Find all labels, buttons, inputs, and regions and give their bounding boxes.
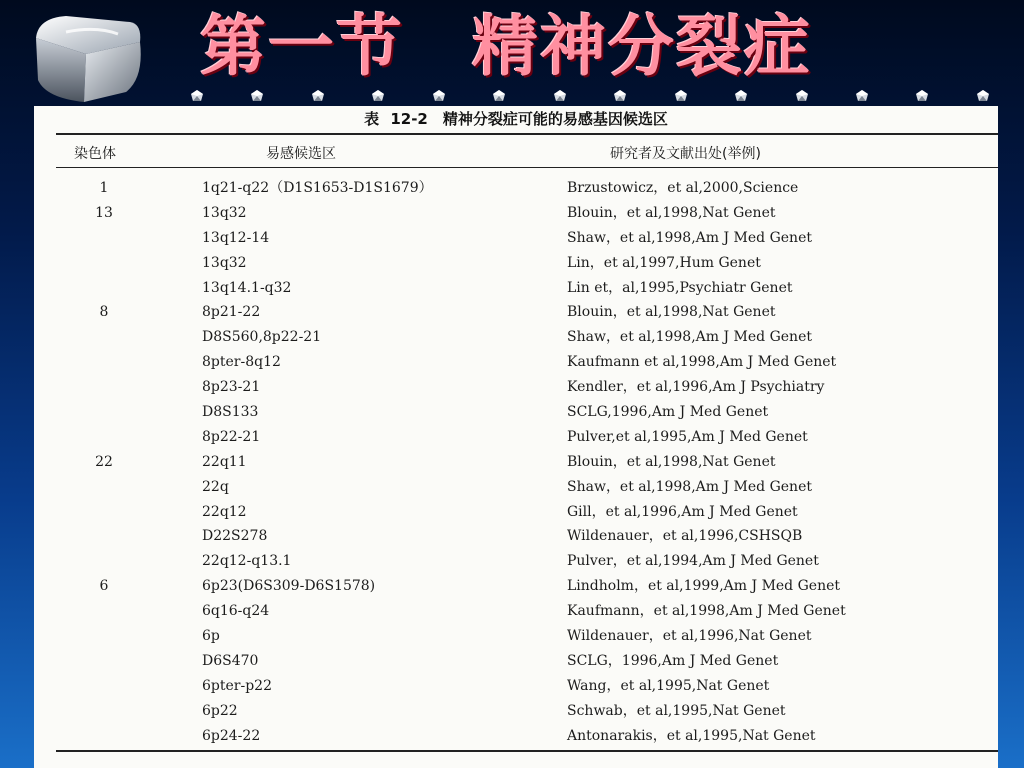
region-cell: D8S560,8p22-21 [202, 329, 322, 346]
table-row [34, 651, 998, 676]
region-cell: 13q12-14 [202, 229, 270, 246]
table-row [34, 477, 998, 502]
region-cell: 6q16-q24 [202, 603, 270, 620]
chromosome-cell: 22 [95, 453, 113, 470]
reference-cell: Lin et，al,1995,Psychiatr Genet [567, 279, 793, 296]
silver-gem-icon [734, 88, 748, 102]
table-row [34, 626, 998, 651]
column-header-chromosome: 染色体 [74, 146, 116, 162]
reference-cell: Brzustowicz，et al,2000,Science [567, 180, 799, 196]
region-cell: 6p22 [202, 702, 238, 719]
region-cell: D6S470 [202, 652, 259, 669]
table-document [34, 106, 998, 768]
column-header-reference: 研究者及文献出处(举例) [610, 146, 761, 162]
table-row [34, 377, 998, 402]
reference-cell: Shaw，et al,1998,Am J Med Genet [567, 329, 812, 346]
chromosome-cell: 13 [95, 204, 113, 221]
reference-cell: Blouin，et al,1998,Nat Genet [567, 304, 776, 321]
reference-cell: Shaw，et al,1998,Am J Med Genet [567, 478, 812, 495]
region-cell: 13q32 [202, 254, 247, 271]
silver-gem-icon [976, 88, 990, 102]
reference-cell: Lin，et al,1997,Hum Genet [567, 254, 761, 271]
reference-cell: Blouin，et al,1998,Nat Genet [567, 204, 776, 221]
silver-gem-icon [613, 88, 627, 102]
reference-cell: Shaw，et al,1998,Am J Med Genet [567, 229, 812, 246]
decorative-bullet-row [190, 84, 990, 106]
silver-gem-icon [492, 88, 506, 102]
table-caption: 表 12-2 精神分裂症可能的易感基因候选区 [364, 110, 668, 128]
chromosome-cell: 8 [99, 304, 109, 321]
silver-gem-icon [371, 88, 385, 102]
silver-gem-icon [915, 88, 929, 102]
region-cell: 6p23(D6S309-D6S1578) [202, 578, 376, 595]
table-row [34, 203, 998, 228]
slide-title: 第一节 精神分裂症 [200, 7, 812, 85]
region-cell: 13q32 [202, 204, 247, 221]
reference-cell: Kendler，et al,1996,Am J Psychiatry [567, 379, 825, 396]
silver-gem-icon [855, 88, 869, 102]
reference-cell: Gill，et al,1996,Am J Med Genet [567, 503, 798, 520]
reference-cell: Blouin，et al,1998,Nat Genet [567, 453, 776, 470]
region-cell: 6p24-22 [202, 727, 261, 744]
table-row [34, 228, 998, 253]
silver-gem-icon [553, 88, 567, 102]
silver-gem-icon [311, 88, 325, 102]
table-row [34, 253, 998, 278]
table-row [34, 278, 998, 303]
silver-gem-icon [432, 88, 446, 102]
table-row [34, 726, 998, 751]
table-row [34, 576, 998, 601]
column-header-region: 易感候选区 [266, 146, 336, 162]
table-row [34, 551, 998, 576]
region-cell: 6pter-p22 [202, 677, 272, 694]
table-row [34, 526, 998, 551]
region-cell: 22q12 [202, 503, 247, 520]
reference-cell: Pulver,et al,1995,Am J Med Genet [567, 428, 808, 445]
table-row [34, 701, 998, 726]
reference-cell: Lindholm，et al,1999,Am J Med Genet [567, 578, 840, 595]
reference-cell: Wang，et al,1995,Nat Genet [567, 677, 770, 694]
reference-cell: Kaufmann et al,1998,Am J Med Genet [567, 354, 837, 371]
chromosome-cell: 1 [99, 180, 109, 196]
region-cell: 8p23-21 [202, 379, 261, 396]
region-cell: 22q11 [202, 453, 247, 470]
table-body [34, 178, 998, 750]
reference-cell: Schwab，et al,1995,Nat Genet [567, 702, 786, 719]
table-row [34, 178, 998, 203]
reference-cell: SCLG，1996,Am J Med Genet [567, 652, 779, 669]
silver-gem-icon [250, 88, 264, 102]
reference-cell: SCLG,1996,Am J Med Genet [567, 404, 769, 421]
table-row [34, 402, 998, 427]
table-top-rule [56, 133, 998, 135]
silver-gem-icon [190, 88, 204, 102]
reference-cell: Wildenauer，et al,1996,Nat Genet [567, 628, 812, 645]
region-cell: 6p [202, 628, 220, 645]
region-cell: 8p22-21 [202, 428, 261, 445]
reference-cell: Kaufmann，et al,1998,Am J Med Genet [567, 603, 846, 620]
table-row [34, 502, 998, 527]
chromosome-cell: 6 [99, 578, 109, 595]
silver-gem-icon [795, 88, 809, 102]
table-row [34, 427, 998, 452]
region-cell: 22q [202, 478, 229, 495]
table-row [34, 352, 998, 377]
region-cell: 8pter-8q12 [202, 354, 281, 371]
region-cell: 13q14.1-q32 [202, 279, 292, 296]
table-bottom-rule [56, 750, 998, 752]
table-row [34, 452, 998, 477]
reference-cell: Pulver，et al,1994,Am J Med Genet [567, 553, 819, 570]
reference-cell: Wildenauer，et al,1996,CSHSQB [567, 528, 803, 545]
region-cell: D8S133 [202, 404, 259, 421]
region-cell: 8p21-22 [202, 304, 261, 321]
region-cell: 1q21-q22（D1S1653-D1S1679） [202, 180, 433, 196]
region-cell: 22q12-q13.1 [202, 553, 292, 570]
table-row [34, 676, 998, 701]
table-row [34, 327, 998, 352]
silver-cube-icon [26, 8, 146, 106]
table-row [34, 302, 998, 327]
table-header-rule [56, 167, 998, 168]
region-cell: D22S278 [202, 528, 268, 545]
reference-cell: Antonarakis，et al,1995,Nat Genet [567, 727, 816, 744]
table-row [34, 601, 998, 626]
silver-gem-icon [674, 88, 688, 102]
